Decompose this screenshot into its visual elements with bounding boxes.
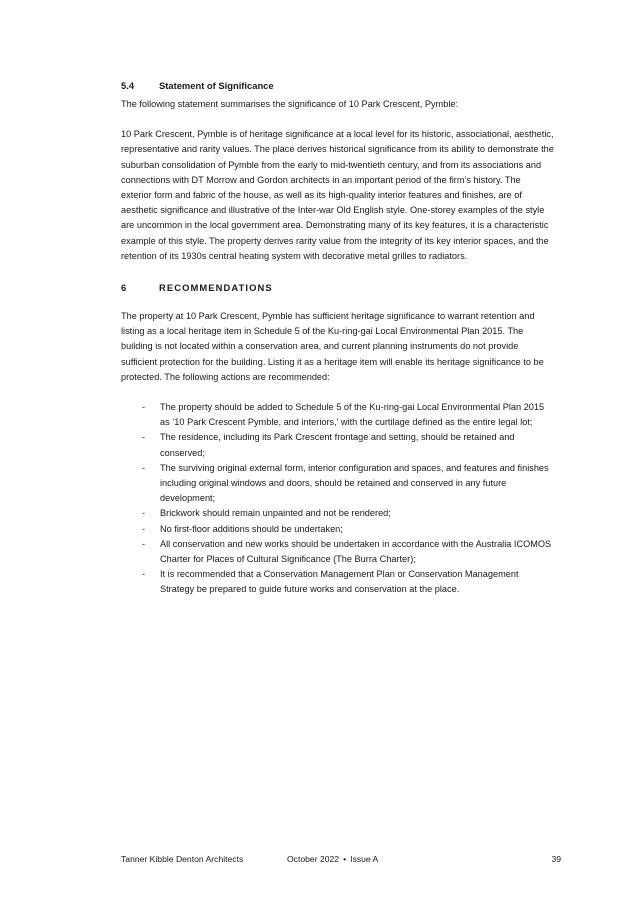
paragraph-line: aesthetic significance and illustrative of the Inter-war Old English style. One-storey examples of the style <box>121 205 545 216</box>
footer-organisation: Tanner Kibble Denton Architects <box>121 854 244 864</box>
list-item <box>121 400 563 430</box>
paragraph-line: listing as a local heritage item in Schedule 5 of the Ku-ring-gai Local Environmental Plan 2015. The <box>121 326 524 337</box>
section-title: RECOMMENDATIONS <box>159 282 273 294</box>
dash-marker: - <box>142 538 146 549</box>
paragraph-line: connections with DT Morrow and Gordon architects in an important period of the firm’s history. The <box>121 174 521 185</box>
paragraph-line: sufficient protection for the building. Listing it as a heritage item will enable its heritage significance to be <box>121 356 544 367</box>
paragraph-line: retention of its 1930s central heating system with decorative metal grilles to radiators. <box>121 250 468 261</box>
dash-marker: - <box>142 523 146 534</box>
footer-date-issue <box>287 852 378 866</box>
list-item-line: The property should be added to Schedule 5 of the Ku-ring-gai Local Environmental Plan 2015 <box>160 402 545 413</box>
page-footer <box>121 852 563 866</box>
list-item-line: All conservation and new works should be undertaken in accordance with the Australia ICOMOS <box>160 538 552 549</box>
list-item-line: conserved; <box>160 447 205 458</box>
footer-issue: Issue A <box>350 854 379 864</box>
paragraph-line: 10 Park Crescent, Pymble is of heritage significance at a local level for its historic, associational, aesthetic, <box>121 129 554 140</box>
list-item <box>121 522 563 537</box>
section-number: 6 <box>121 282 127 294</box>
paragraph-line: The property at 10 Park Crescent, Pymble has sufficient heritage significance to warrant retention and <box>121 311 535 322</box>
dash-marker: - <box>142 569 146 580</box>
list-item-line: No first-floor additions should be undertaken; <box>160 523 343 534</box>
bullet-separator: • <box>343 854 347 864</box>
list-item <box>121 430 563 460</box>
list-item <box>121 537 563 567</box>
page-number: 39 <box>551 854 561 864</box>
list-item-line: Strategy be prepared to guide future works and conservation at the place. <box>160 584 460 595</box>
section-5-4-heading <box>121 78 563 93</box>
page-content <box>121 78 563 598</box>
list-item <box>121 506 563 521</box>
section-number: 5.4 <box>121 80 135 91</box>
paragraph-line: suburban consolidation of Pymble from the early to mid-twentieth century, and from its associations and <box>121 159 542 170</box>
list-item <box>121 461 563 507</box>
list-item-line: development; <box>160 493 216 504</box>
dash-marker: - <box>142 402 146 413</box>
list-item-line: Brickwork should remain unpainted and not be rendered; <box>160 508 391 519</box>
paragraph-line: are uncommon in the local government area. Demonstrating many of its key features, it is a characteristic <box>121 220 549 231</box>
paragraph-line: protected. The following actions are recommended: <box>121 371 330 382</box>
section-title: Statement of Significance <box>159 80 274 91</box>
footer-date: October 2022 <box>287 854 340 864</box>
list-item-line: The surviving original external form, interior configuration and spaces, and features and finishes <box>160 462 549 473</box>
recommendations-list <box>121 400 563 598</box>
statement-of-significance-paragraph <box>121 127 563 264</box>
list-item <box>121 567 563 597</box>
paragraph-line: exterior form and fabric of the house, as well as its high-quality interior features and finishes, are of <box>121 190 522 201</box>
recommendations-intro-paragraph <box>121 309 563 385</box>
dash-marker: - <box>142 462 146 473</box>
list-item-line: as ‘10 Park Crescent Pymble, and interiors,’ with the curtilage defined as the entire legal lot; <box>160 417 533 428</box>
dash-marker: - <box>142 508 146 519</box>
list-item-line: including original windows and doors, should be retained and conserved in any future <box>160 478 507 489</box>
list-item-line: Charter for Places of Cultural Significance (The Burra Charter); <box>160 554 416 565</box>
list-item-line: It is recommended that a Conservation Management Plan or Conservation Management <box>160 569 519 580</box>
paragraph-line: example of this style. The property derives rarity value from the integrity of its key interior spaces, and the <box>121 235 549 246</box>
significance-intro: The following statement summarises the significance of 10 Park Crescent, Pymble: <box>121 99 459 109</box>
paragraph-line: representative and rarity values. The place derives historical significance from its ability to demonstrate the <box>121 144 554 155</box>
paragraph-line: building is not located within a conservation area, and current planning instruments do not provide <box>121 341 519 352</box>
list-item-line: The residence, including its Park Crescent frontage and setting, should be retained and <box>160 432 515 443</box>
section-6-heading <box>121 280 563 295</box>
dash-marker: - <box>142 432 146 443</box>
